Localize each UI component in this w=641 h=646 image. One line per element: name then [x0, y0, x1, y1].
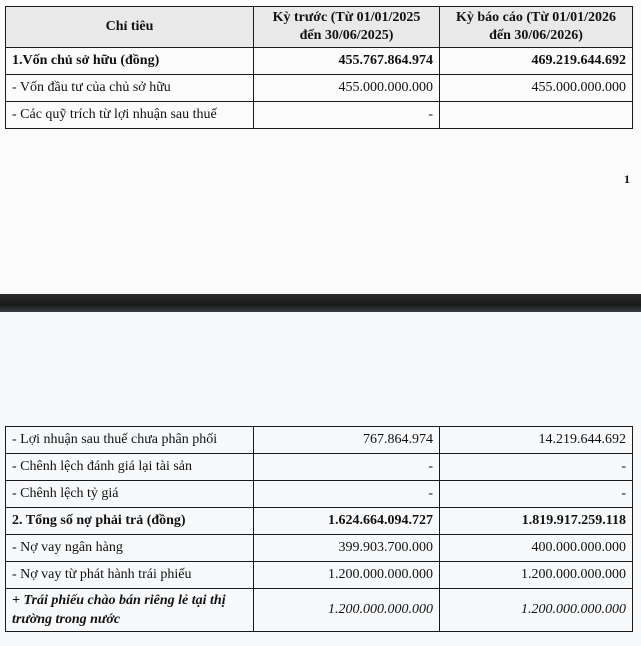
- row-curr-value: -: [440, 454, 633, 481]
- table-row: [6, 481, 633, 508]
- header-reporting-period: Kỳ báo cáo (Từ 01/01/2026 đến 30/06/2026): [440, 7, 633, 48]
- row-label: - Chênh lệch đánh giá lại tài sản: [6, 454, 254, 481]
- row-label: - Nợ vay ngân hàng: [6, 535, 254, 562]
- table-row: [6, 562, 633, 589]
- row-prev-value: 455.767.864.974: [254, 48, 440, 75]
- row-curr-value: 469.219.644.692: [440, 48, 633, 75]
- row-curr-value: [440, 102, 633, 129]
- row-label: + Trái phiếu chào bán riêng lẻ tại thị trường trong nước: [6, 589, 254, 632]
- row-prev-value: -: [254, 454, 440, 481]
- row-prev-value: 1.200.000.000.000: [254, 562, 440, 589]
- row-label: - Chênh lệch tỷ giá: [6, 481, 254, 508]
- row-curr-value: 1.819.917.259.118: [440, 508, 633, 535]
- table-row: [6, 48, 633, 75]
- table-row: [6, 427, 633, 454]
- page-separator: [0, 294, 641, 312]
- row-prev-value: -: [254, 102, 440, 129]
- row-curr-value: 400.000.000.000: [440, 535, 633, 562]
- row-curr-value: 14.219.644.692: [440, 427, 633, 454]
- table-header-row: [6, 7, 633, 48]
- row-prev-value: 399.903.700.000: [254, 535, 440, 562]
- row-label: 2. Tổng số nợ phải trả (đồng): [6, 508, 254, 535]
- liabilities-table: [5, 426, 633, 632]
- row-label: 1.Vốn chủ sở hữu (đồng): [6, 48, 254, 75]
- row-label: - Vốn đầu tư của chủ sở hữu: [6, 75, 254, 102]
- row-curr-value: 1.200.000.000.000: [440, 562, 633, 589]
- row-prev-value: -: [254, 481, 440, 508]
- table-row: [6, 535, 633, 562]
- table-row: [6, 589, 633, 632]
- header-indicator: Chỉ tiêu: [6, 7, 254, 48]
- table-row: [6, 75, 633, 102]
- table-row: [6, 454, 633, 481]
- row-prev-value: 1.624.664.094.727: [254, 508, 440, 535]
- row-prev-value: 455.000.000.000: [254, 75, 440, 102]
- table-row: [6, 508, 633, 535]
- row-curr-value: 455.000.000.000: [440, 75, 633, 102]
- row-prev-value: 1.200.000.000.000: [254, 589, 440, 632]
- page-number: 1: [624, 172, 630, 186]
- row-label: - Nợ vay từ phát hành trái phiếu: [6, 562, 254, 589]
- equity-table: [5, 6, 633, 129]
- row-label: - Lợi nhuận sau thuế chưa phân phối: [6, 427, 254, 454]
- row-curr-value: -: [440, 481, 633, 508]
- table-row: [6, 102, 633, 129]
- row-curr-value: 1.200.000.000.000: [440, 589, 633, 632]
- row-prev-value: 767.864.974: [254, 427, 440, 454]
- row-label: - Các quỹ trích từ lợi nhuận sau thuế: [6, 102, 254, 129]
- header-previous-period: Kỳ trước (Từ 01/01/2025 đến 30/06/2025): [254, 7, 440, 48]
